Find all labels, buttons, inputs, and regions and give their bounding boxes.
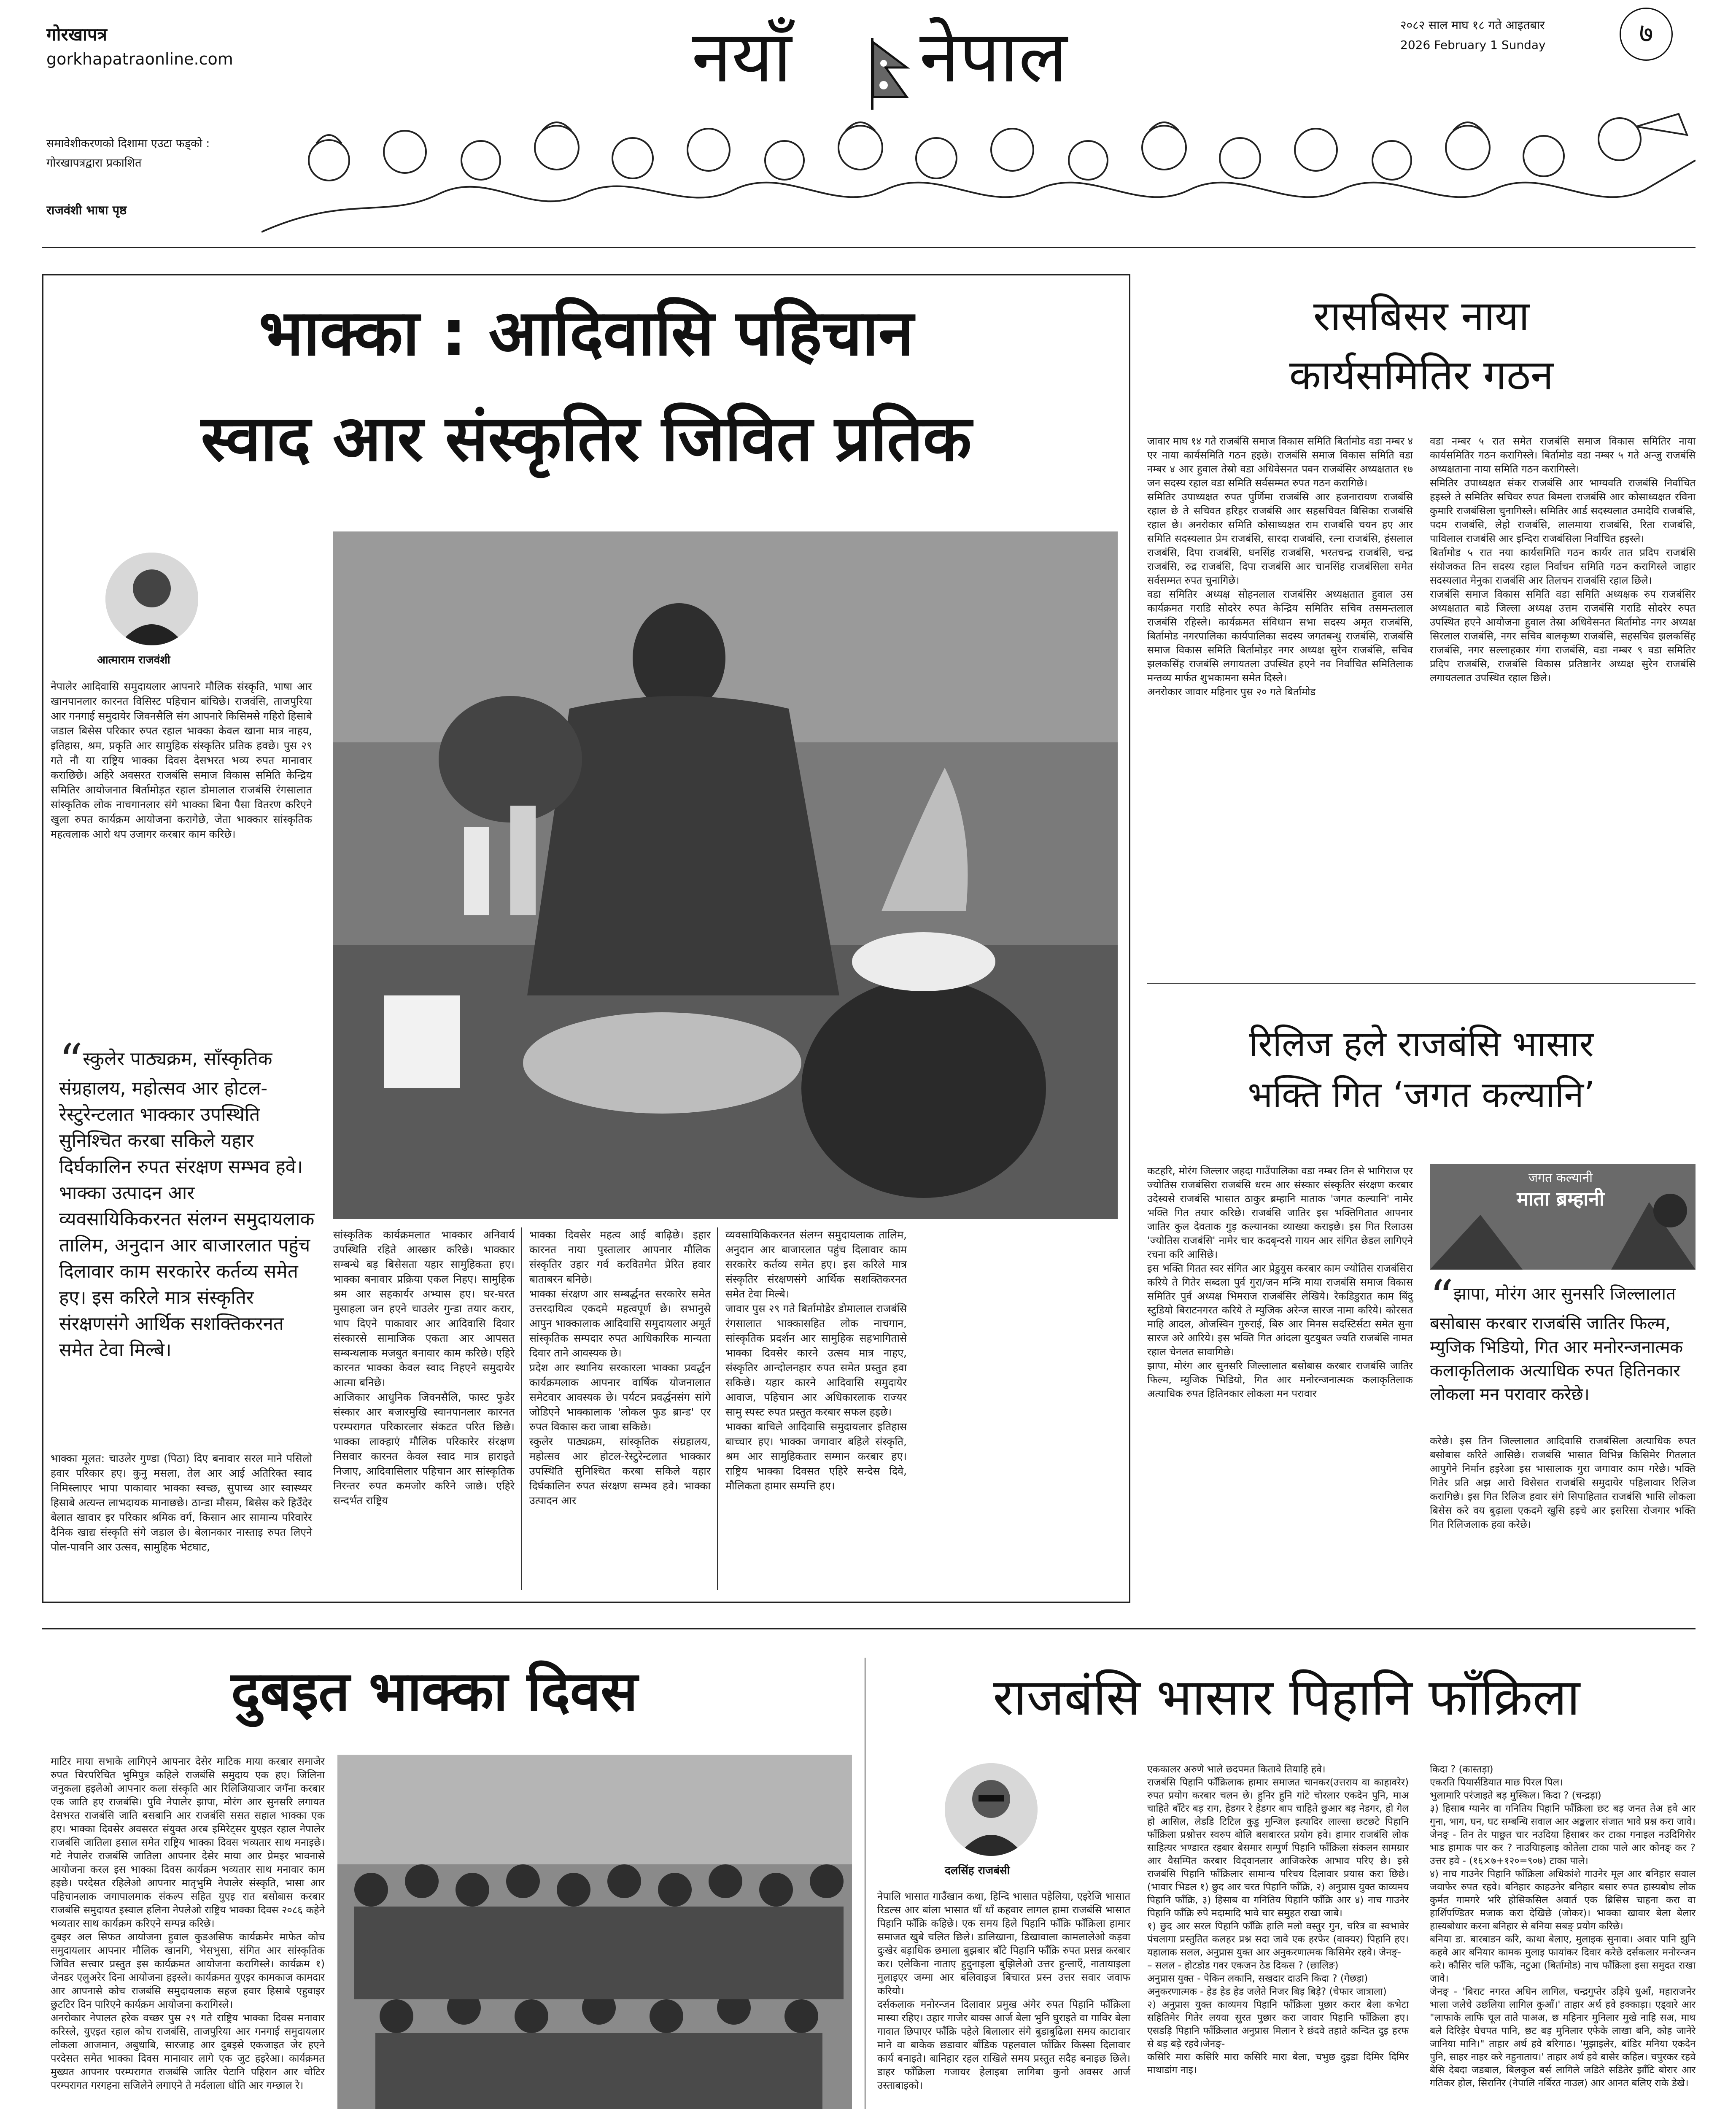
article3-col1: कटहरि, मोरंग जिल्लार जहदा गाउँपालिका वडा नम्बर तिन से भागिराज एर ज्योतिस राजबंसिरा राजबंसि धरम आर संस्कार संस्कृतिर संरक्षण करबार उदेस्यसे राजबंसि भासात ठाकुर ब्रम्हानि माताक 'जगत कल्यानि' नामेर भक्ति गित तयार करिछे। राजबंसि जातिर इस भक्तिगितात आपनार जातिर कुल देवताक गुड़ कल्यानका व्याख्या कराइछे। इस गित रिलाउस 'ज्योतिस राजबंसि' नामेर चार कदबृन्दसे गायन आर संगित छेडल लागिएने रचना करि आसिछे। इस भक्ति गितत स्वर संगित आर प्रेडुयुस करबार काम ज्योतिस राजबंसिरा करिये ते गितेर सब्दला पुर्व गुरा/जन मन्त्रि माया राजबंसि समाज विकास समितिर पुर्व अध्यक्ष भिमराज राजबंसिर लेखिये। रेकडिडुरात काम बिंदु स्टुडियो बिराटनगरत करिये ते म्युजिक अरेन्ज सारज नामा करिये। कोरसत माहि आदल, ओजस्विन गुरुराई, बिरु आर मिनस सदस्टिर्सटा समेत सुना सारज अरे आरिये। इस भक्ति गित आंदला युटयुबत ज्यति राजबंसि नामत रहाल चेनलत सावागिछे। झापा, मोरंग आर सुनसरि जिल्लालात बसोबास करबार राजबंसि जातिर फिल्म, म्युजिक भिडियो, गित आर मनोरन्जनात्मक कलाकृतिलाक अत्याधिक रुपत हितिनकार लोकला मन परावार — [1147, 1165, 1413, 1400]
avatar — [945, 1763, 1038, 1856]
section-label: राजवंशी भाषा पृष्ठ — [46, 203, 127, 217]
avatar — [105, 553, 198, 645]
article1-headline-1: भाक्का : आदिवासि पहिचान — [259, 297, 914, 370]
group-photo-illustration — [337, 1755, 852, 2109]
article5-col3: किदा ? (कास्तड़ा) एकरति पियार्सडियात माछ पिरल पिल। भुलामारि परंजाइते बड़ मुस्किल। किदा ? (चन्द्रड़ा) ३) हिसाब ग्यानेर वा गनितिय पिहानि फाँक्रिला छट बड़ जनत तेअ हवे आर गुना, भाग, घन, घट सम्बन्धि सवाल आर अङ्कलार संजात भावे प्रश्न करा जावे। जेनङ्‌ - तिन तेर पाछुत चार नउदिया हिसाबर कर टाका गनाइल नउदिगिसेर भाड हामाक पार कर ? नाउयिाहलाइ कोतेला टाका पाले आर कोनङ्‌ कर ? उत्तर हवे - (१६×७+१२०=९०७) टाका पाले। ४) नाच गाउनेर पिहानि फाँक्रिला अधिकांशे गाउनेर मूल आर बनिहार सवाल जवाफेर रुपत रहवे। बनिहार काहउनेर बनिहार बसार रुपत हास्यबोध लोक कुर्मत गामगरे भरि होसिकसिल अवार्त एक ब्रिसिस चाहना करा वा हार्शिपण्डितर मजाक करा देखिछे (जोकर)। भाक्का खावार बेला बेलार हास्यबोधार करना बनिहार से बनिया सबङ्‌ प्रयोग करिछे। बनिया डा. बारबाडन करि, काथा बेलाए, मुलाइक सुनावा। अवार पानि झुनि कहवे आर बनियार कामक मुलाइ फायांकर दिवार करेछे दर्सकलार मनोरन्जन करे। कौसिर चलि फाँकि, नटुआ (बिर्तामोड) नाच फाँक्रिला इसा समुदत राखा जावे। जेनङ्‌ - 'बिराट नगरत अधिन लागिल, चन्द्रगुप्तेर उड़िये धुआँ, महाराजनेर भाला जलेचे उछलिया लागिल कुआँ।' ताहार अर्थ हवे हक्काड़ा। एड्वारे आर "लाफाके लाफि चूल ताते पाअअ, छ महिनार मुनिलार मुखे नाहि सअ, माथ बले दिरिड़ेर घेचपत पानि, छट बड़ मुनिलार एफेके लाखा बनि, कोह जानेरे जानिया मानि।" ताहार अर्थ हवे बरिगाठ। 'मुझाइलेर, बांडिर मनिया एकदेन पुनि, साहर नाहर करे नहुनाताय।' ताहार अर्थ हवे बासेर कहिल। चपुरकर रहवे बेसि देबदा जडबाल, बिलकुल बर्स लागिले जडिते सडितेर झाँटि बोरार आर गतिकर होल, सिरानिर (नेपालि नर्बिरत नाउल) आर आनत बलिए राके डेखे। — [1430, 1764, 1696, 2089]
pullquote-text: झापा, मोरंग आर सुनसरि जिल्लालात बसोबास करबार राजबंसि जातिर फिल्म, म्युजिक भिडियो, गित आर मनोरन्जनात्मक कलाकृतिलाक अत्याधिक रुपत हितिनकार लोकला मन परावार करेछे। — [1430, 1284, 1683, 1404]
dubai-event-photo — [337, 1755, 852, 2109]
masthead — [0, 0, 1736, 249]
article5-col1: नेपालि भासात गाउँखान कथा, हिन्दि भासात पहेलिया, एइरेजि भासात रिडल्स आर बांला भासात धाँ धाँ कहवार लागल हामा राजबंसि भासात पिहानि फाँक्रि कहिछे। एक समय हिले पिहानि फाँक्रि फाँक्रिला हामार समाजत खुबे चलित छिले। डालिखाना, डिखावाला कामलालेओ कड़वा दुःखेर बड़ाधिक छमाला बुझबार बाँटे पिहानि फाँक्रि रुपत प्रसन्न करबार कर। एलेकिना नाताए हुदुनाइला बुझिलेओ उत्तर हुन्लाएँ, नातायाइला मुलाइएर जम्मा आर बलिवाइज बिचारत प्रस्न उत्तर सवार जवाफ करियो। दर्सकलाक मनोरन्जन दिलावार प्रमुख अंगेर रुपत पिहानि फाँक्रिला मास्या रहिए। उहार गाजेर बाक्स आर्ज बेला भुनि घुराइते वा गाविर बेला गावात छिपाएर फाँक्रि पहेले बिलालार संगे बुडाबुढिला समय काटावार माने वा बाकेक छडावार बाँडिक पहलवाल फाँक्रिर किस्सा दिलावार कार्य बनाइते। बानिहार रहल राखिले समय प्रस्तुत सदैह बनाइछ छिले। डाहर फाँक्रिला गजायर हेलाइबा लागिबा कुनो अवसर आर्ज उस्ताबाइको। — [877, 1891, 1130, 2091]
article1-pullquote — [59, 1034, 316, 1363]
website[interactable]: gorkhapatraonline.com — [46, 50, 233, 68]
masthead-rule — [42, 247, 1696, 248]
author-name: आत्माराम राजवंशी — [97, 654, 170, 666]
article3-headline-2: भक्ति गित ‘जगत कल्यानि’ — [1248, 1074, 1595, 1115]
article1-col1-bottom: भाक्का मूलत: चाउलेर गुण्डा (पिठा) दिए बनावार सरल माने पसिलो हवार परिकार हए। कुनु मसला, तेल आर आर्ई अतिरिक्त स्वाद निमिस्लाएर भापा पाकावार भाक्का स्वच्छ, सुपाच्य आर स्वास्थ्यर हिसाबे अत्यन्त लाभदायक मानाछछे। ठान्डा मौसम, बिसेस करे हिउँदेर बेलात खावार इर परिकार श्रमिक वर्ग, किसान आर सामान्य परिवारेर दैनिक खाद्य संस्कृति संगे जडाल छे। बेलानकार नास्ताइ रुपत लिएने पोल-पावनि आर उत्सव, सामुहिक भेटघाट, — [51, 1452, 312, 1553]
photo-illustration — [333, 531, 1118, 1219]
date-english: 2026 February 1 Sunday — [1400, 38, 1546, 52]
nepal-flag-icon — [869, 38, 911, 110]
quote-mark-icon: “ — [59, 1034, 83, 1088]
article3-col2: करेछे। इस तिन जिल्लालात आदिवासि राजबंसिला अत्याधिक रुपत बसोबास करिते आसिछे। राजबंसि भासात विभिन्न किसिमेर गितलात आपुगेने निर्मान हइरेआ इस भासालाक गुरा जगावार काम गरेछे। भक्ति गितेर प्रति अझ आरो विसेसत राजबंसि समुदायेर पहिलावार रिलिज करागिछे। इस गित रिलिज हवार संगे सिपाहितात राजबंसि भासि लोकला बिसेस करे वय बुढ़ाला एकदमे खुसि हइचे आर इसरिसा रोजगार भक्ति गित रिलिजलाक हवा करेछे। — [1430, 1435, 1696, 1530]
paper-name: गोरखापत्र — [46, 24, 107, 45]
article3-headline-1: रिलिज हले राजबंसि भासार — [1249, 1023, 1594, 1065]
article5-headline: राजबंसि भासार पिहानि फाँक्रिला — [992, 1668, 1580, 1727]
date-nepali: २०८२ साल माघ १८ गते आइतबार — [1400, 18, 1545, 32]
article2-headline-1: रासबिसर नाया — [1313, 292, 1530, 340]
article1-headline-2: स्वाद आर संस्कृतिर जिवित प्रतिक — [201, 402, 972, 475]
section-rule — [1147, 983, 1696, 984]
article2-col1: जावार माघ १४ गते राजबंसि समाज विकास समिति बिर्तामोड वडा नम्बर ४ एर नाया कार्यसमिति गठन हइछे। राजबंसि समाज विकास समिति वडा नम्बर ४ आर हुवाल तेस्रो वडा अधिवेसनत पवन राजबंसिर अध्यक्षतात १७ जन सदस्य रहाल वडा समिति सर्वसम्मत रुपत गठन करागिछे। समितिर उपाध्यक्षत रुपत पुर्णिमा राजबंसि आर हजनारायण राजबंसि रहाल छे ते सचिवत हरिहर राजबंसि आर सहसचिवत बिसिका राजबंसि रहाल छे। अनरोकार समिति कोसाध्यक्षत राम राजबंसि चयन हए आर समिति सदस्यलात प्रेम राजबंसि, सारदा राजबंसि, रत्ना राजबंसि, हंसलाल राजबंसि, दिपा राजबंसि, धनसिंह राजबंसि, भरतचन्द्र राजबंसि, चन्द्र राजबंसि, रुद्र राजबंसि, दिपा राजबंसि आर चानसिंह राजबंसिला समेत सर्वसम्मत रुपत चुनागिछे। वडा समितिर अध्यक्ष सोहनलाल राजबंसिर अध्यक्षतात हुवाल उस कार्यक्रमत गराडि सोदरेर रुपत केन्द्रिय समितिर सचिव तसमन्तलाल राजबंसि रहिस्ले। कार्यक्रमत संविधान सभा सदस्य अमृत राजबंसि, बिर्तामोड नगरपालिका कार्यपालिका सदस्य जगतबन्धु राजबंसि, राजबंसि समाज विकास समिति बिर्तामोड़र नगर अध्यक्ष सुरेन राजबंसि, सचिव झलकसिंह राजबंसि लगायतला उपस्थित हएने नव निर्वाचित समितिलाक मन्तव्य मार्फत शुभकामना समेत दिस्ले। अनरोकार जावार महिनार पुस २० गते बिर्तामोड — [1147, 435, 1413, 698]
author-name: दलसिंह राजबंसी — [945, 1864, 1010, 1877]
article4-col1: माटिर माया सभाके लागिएने आपनार देसेर माटिक माया करबार समाजेर रुपत चिरपरिचित भुमिपुत्र कहिले राजबंसि समुदाय एक हए। जिलिना जनुकला हइलेओ आपनार कला संस्कृति आर रिलिजियाजार जगॅना करबार एक जाति हए राजबंसि। पुवि नेपालेर झापा, मोरंग आर सुनसरि लगायत देसभरत राजबंसि जाति बसबानि आर राजबंसि ससत सहाल भाक्का एक हए। भाक्का दिवसेर अवसरत संयुक्त अरब इमिरेट्सर युएइत रहाल नेपालेर राजबंसि जातिला हसाल समेत राष्ट्रिय भाक्का दिवस भव्यतार साथ मनाइछे। गटे नेपालेर राजबंसि जातिला आपनार देसेर माया आर प्रेमइर भावनासे आयोजना करल इस भाक्का दिवस कार्यक्रम भव्यतार साथ मनावार काम हइछे। परदेसत रहिलेओ आपनार मातृभुमि नेपालेर संस्कृति, भासा आर पहिचानलाक जगापालमाक संकल्प सहित युएइ रात बसोबास करबार राजबंसि समुदायत इस्वाल हलिना नेपलेओ राष्ट्रिय भाक्का दिवस २०८६ कहेने भव्यतार साथ कार्यक्रम करिएने सम्पन्न करिछे। दुबइर अल सिफत आयोजना हुवाल कुडअसिफ कार्यक्रमेर माफेत कोच समुदायलार आपनार मौलिक खानगि, भेसभुसा, संगित आर सांस्कृतिक जिवित सत्त्वार प्रस्तुत इस कार्यक्रमत आयोजना करागिस्ले। कार्यक्रम १) जेनडर एलुअरेर दिना आयोजना हइस्ले। कार्यक्रमत युएइर कामकाज कामदार आर आपनासे कोच राजबंसि समुदायलाक सहज हवार हिसाबे एहुवाइर छुटटिर दिन पारिएने कार्यक्रम आयोजना करागिस्ले। अनरोकार नेपालत हरेक वच्छर पुस २९ गते राष्ट्रिय भाक्का दिवस मनावार करिस्ले, युएइत रहाल कोच राजबंसि, ताजपुरिया आर गनगाई समुदायलार लोकला आजमान, अबुधाबि, सारजाह आर दुबइसे एकजाइत जेर हएने परदेसत समेत भाक्का दिवस मानावार लागे एक जुट हइरेआ। कार्यक्रमत मुख्यत आपनार परम्परागत राजबंसि जातिर पेटानि पहिरान आर चोटिर परम्परागत गरगहना सजिलेने लगाएने ते मर्दलाला धोति आर गम्छाल रे। — [51, 1756, 325, 2091]
article3-pullquote — [1430, 1270, 1696, 1406]
thumbnail-subtitle: जगत कल्यानी — [1528, 1170, 1593, 1185]
thumbnail-title: माता ब्रम्हानी — [1517, 1187, 1604, 1210]
page-number: ७ — [1620, 8, 1673, 61]
title-left: नयाँ — [692, 15, 792, 99]
col-divider — [717, 1227, 718, 1590]
article2-col2: वडा नम्बर ५ रात समेत राजबंसि समाज विकास समितिर नाया कार्यसमितिर गठन करागिस्ले। बिर्तामोड वडा नम्बर ५ गते अन्जु राजबंसि अध्यक्षताना नाया समिति गठन करागिस्ले। समितिर उपाध्यक्षत संकर राजबंसि आर भाग्यवति राजबंसि निर्वाचित हइस्ले ते समितिर सचिवर रुपत बिमला राजबंसि आर कोसाध्यक्षत रविना कुमारि राजबंसिला चुनागिस्ले। समितिर आर्ड सदस्यलात उमादेवि राजबंसि, पदम राजबंसि, लेहो राजबंसि, लालमाया राजबंसि, रिता राजबंसि, पाविलाल राजबंसि आर इन्दिरा राजबंसिला निर्वाचित हइस्ले। बिर्तामोड ५ रात नया कार्यसमिति गठन कार्यर तात प्रदिप राजबंसि संयोजकत तिन सदस्य रहाल निर्वाचन समिति गठन करागिस्ले जाहार सदस्यलात मेनुका राजबंसि आर तिलचन राजबंसि रहाल छिले। राजबंसि समाज विकास समिति वडा समिति अध्यक्षक रुप राजबंसिर अध्यक्षतात बाडे जिल्ला अध्यक्ष उत्तम राजबंसि गराडि सोदरेर रुपत उपस्थित हएने आयोजना हुवाल तेस्रा अधिवेसनत बिर्तामोड नगर अध्यक्ष सिरलाल राजबंसि, नगर सचिव बालकृष्ण राजबंसि, सहसचिव झलकसिंह राजबंसि, नगर सल्लाहकार गंगा राजबंसि, वडा नम्बर ९ वडा समितिर प्रदिप राजबंसि, राजबंसि विकास प्रतिष्ठानेर अध्यक्ष सुरेन राजबंसि लगायतलात उपस्थित रहाल छिले। — [1430, 435, 1696, 684]
song-thumbnail — [1430, 1164, 1696, 1270]
middle-rule — [42, 1628, 1696, 1629]
pullquote-text: स्कुलेर पाठ्यक्रम, साँस्कृतिक संग्रहालय, महोत्सव आर होटल-रेस्टुरेन्टलात भाक्कार उपस्थिति सुनिश्चित करबा सकिले यहार दिर्घकालिन रुपत संरक्षण सम्भव हवे। भाक्का उत्पादन आर व्यवसायिकिकरनत संलग्न समुदायलाक तालिम, अनुदान आर बाजारलात पहुंच दिलावार काम सरकारेर कर्तव्य समेत हए। इस करिले मात्र संस्कृतिर संरक्षणसंगे आर्थिक सशक्तिकरनत समेत टेवा मिल्बे। — [59, 1048, 315, 1361]
bhakka-cooking-photo — [333, 531, 1118, 1219]
article1-col4: व्यवसायिकिकरनत संलग्न समुदायलाक तालिम, अनुदान आर बाजारलात पहुंच दिलावार काम सरकारेर कर्तव्य समेत हए। इस करिले मात्र संस्कृतिर संरक्षणसंगे आर्थिक सशक्तिकरनत समेत टेवा मिल्बे। जावार पुस २९ गते बिर्तामोडेर डोमालाल राजबंसि रंगसालात भाक्कासहित लोक नाचगान, सांस्कृतिक प्रदर्शन आर सामुहिक सहभागितासे भाक्का दिवसेर कारने उत्सव मात्र नाहए, संस्कृतिर आन्दोलनहार रुपत समेत प्रस्तुत हवा सकिछे। यहार कारने आदिवासि समुदायेर आवाज, पहिचान आर अधिकारलाक राज्यर सामु स्पस्ट रुपत प्रस्तुत करबार सफल हइछे। भाक्का बाचिले आदिवासि समुदायलार इतिहास बाच्चार हए। भाक्का जगावार बहिले संस्कृति, श्रम आर सामुहिकतार सम्मान करबार हए। राष्ट्रिय भाक्का दिवसत एहिरे सन्देस दिवे, मौलिकता हामार सम्पत्ति हए। — [725, 1229, 907, 1492]
article5-col2: एककालर अरुणे भाले छदपमत कितावे तियाहि हवे। राजबंसि पिहानि फाँक्रिलाक हामार समाजत चानकर(उत्तराय वा काहावरेर) रुपत प्रयोग करबार चलन छे। हुनिर हुनि गांटे चोरलार एकदेन पुनि, माअ चाहिते बाँटेर बड़ राग, हेडगर रे हेडगर बाप चाहिते छुआर बड़ नेडगर, हो गेल हो आसिल, लेडडि टिटिल कुडु मुन्जिल इत्यादिर लाल्सा छटछटे पिहानि फाँक्रिला प्रश्नोत्तर स्वरुप बोलि बसबाररत प्रयोग हवे। हामार राजबंसि लोक साहित्यर भण्डारत रहबार बेसमार सम्पुर्ण पिहानि फाँक्रिला संकलन सामग्रार आर वैसम्पित करबार विद्‌वानलार आजिकरेक आभाव परिए छे। इसे राजबंसि पिहानि फाँक्रिलार सामान्य परिचय दिलावार प्रयास करा छिछे। (भावार भिडल १) छुद आर चरत पिहानि फाँक्रि, २) अनुप्रास युक्त काव्यमय पिहानि फाँक्रि, ३) हिसाब वा गनितिय पिहानि फाँक्रि आर ४) नाच गाउनेर पिहानि फाँक्रि रुपे मदामादि भावे चार समुहत राखा जाबे। १) छुद आर सरल पिहानि फाँक्रि हालि मलो वस्तुर गुन, चरित्र वा स्वभावेर पंचलागा प्रस्तुतित कलहर प्रश्न सदा जावे एक हरफेर (वाक्यर) पिहानि हए। यहालाक सलल, अनुप्रास युक्त आर अनुकरणात्मक किसिमेर रहवे। जेनङ्‌- – सलल - होटडोड गवर एकजन ठेड दिकस ? (छालिङ) अनुप्रास युक्त - पेकिन लकानि, सखदार दाउनि किदा ? (गेछड़ा) अनुकरणात्मक - हेड हेड हेड जलेते निजर बिड़ बिड़े? (चेफार जात्राला) २) अनुप्रास युक्त काव्यमय पिहानि फाँक्रिला पुछार करार बेला कभेटा सहितिमेर गितेर लयवा सुरत पुछार करा जावार पिहानि फाँक्रिला हए। एसडड़ि पिहानि फाँक्रिलात अनुप्रास मिलान रे छंदवे तहाते कन्दित दुइ हरफ से बड़ बड़े रहवे।जेनङ्‌- कसिरि मारा कसिरि मारा कसिरि मारा बेला, चभुछ दुइडा दिमिर दिमिर माथाडांग नाइ। — [1147, 1764, 1409, 2076]
title-right: नेपाल — [919, 15, 1067, 99]
author-photo — [945, 1763, 1038, 1856]
col-divider — [521, 1227, 522, 1590]
article1-intro: नेपालेर आदिवासि समुदायलार आपनारे मौलिक संस्कृति, भाषा आर खानपानलार कारनत विसिस्ट पहिचान बांचिछे। राजवंसि, ताजपुरिया आर गनगाई समुदायेर जिवनसैलि संग आपनारे किसिमसे गहिरो हिसाबे जडाल बिसेस परिकार रुपत रहाल भाक्का केवल खाना मात्र नाहय, इतिहास, श्रम, प्रकृति आर सामुहिक संस्कृतिर प्रतिक हवछे। पुस २९ गते नौ या राष्ट्रिय भाक्का दिवस देसभरत भव्य रुपत मानावार कराछिछे। अहिरे अवसरत राजबंसि समाज विकास समिति केन्द्रिय समितिर आयोजनात बिर्तामोड़त रहाल डोमालाल राजबंसि रंगसालात सांस्कृतिक लोक नाचगानलार संगे भाक्का बिना पैसा वितरण करिएने खुला रुपत कार्यक्रम आयोजना करागेछे, जेता भाक्कार सांस्कृतिक महत्वलाक आरो थप उजागर करबार काम करिछे। — [51, 680, 312, 840]
article4-headline: दुबइत भाक्का दिवस — [231, 1659, 638, 1723]
article1-col3: भाक्का दिवसेर महत्व आर्ई बाढ़िछे। इहार कारनत नाया पुस्तालार आपनार मौलिक संस्कृतिर उहार गर्व करवितमेत प्रेरित हवार बाताबरन बनिछे। भाक्का संरक्षण आर सम्बर्द्धनत सरकारेर समेत उत्तरदायित्व एकदमे महत्वपूर्ण छे। सभानुसे आपुन भाक्कालाक आदिवासि समुदायलार अमूर्त सांस्कृतिक सम्पदार रुपत आधिकारिक मान्यता दिवार ताने आवस्यक छे। प्रदेश आर स्थानिय सरकारला भाक्का प्रवर्द्धन कार्यक्रमलाक आपनार वार्षिक योजनालात समेटवार आवस्यक छे। पर्यटन प्रवर्द्धनसंग सांगे जोडिएने भाक्कालाक 'लोकल फुड ब्रान्ड' एर रुपत विकास करा जाबा सकिछे। स्कुलेर पाठ्यक्रम, सांस्कृतिक संग्रहालय, महोत्सव आर होटल-रेस्टुरेन्टलात भाक्कार उपस्थिति सुनिश्चित करबा सकिले यहार दिर्घकालिन रुपत संरक्षण सम्भव हवे। भाक्का उत्पादन आर — [529, 1229, 711, 1507]
tagline: समावेशीकरणको दिशामा एउटा फड्को : गोरखापत्रद्वारा प्रकाशित — [46, 137, 210, 170]
article2-headline-2: कार्यसमितिर गठन — [1289, 351, 1554, 399]
author-photo — [105, 553, 198, 645]
quote-mark-icon: “ — [1430, 1270, 1454, 1324]
article1-col2: सांस्कृतिक कार्यक्रमलात भाक्कार अनिवार्य उपस्थिति रहिते आस्छार करिछे। भाक्कार सम्बन्धे बड़ बिसेसता यहार सामुहिकता हए। भाक्का बनावार प्रक्रिया एकल निहए। सामुहिक श्रम आर सहकार्यर अभ्यास हए। घर-घरत मुसाहला जन हएने चाउलेर गुन्डा तयार करार, भाप दिएने पाकावार आर आदिवासि दिवार संस्कारसे सामाजिक एकता आर आपसत सम्बन्धलाक मजबुत बनावार काम करिछे। एहिरे कारनत भाक्का केवल स्वाद निहएने समुदायेर आत्मा बनिछे। आजिकार आधुनिक जिवनसैलि, फास्ट फुडेर संस्कार आर बजारमुखि स्वानपानलार कारनत परम्परागत परिकारलार संकटत परित छिछे। भाक्का लाक्हाएं मौलिक परिकारेर संरक्षण निसवार कारनत केवल स्वाद मात्र हाराइते निजाए, आदिवासिलार पहिचान आर सांस्कृतिक निरन्तर रुपत कमजोर करिने जाछे। एहिरे सन्दर्भत राष्ट्रिय — [333, 1229, 515, 1507]
crowd-illustration — [261, 110, 1696, 236]
